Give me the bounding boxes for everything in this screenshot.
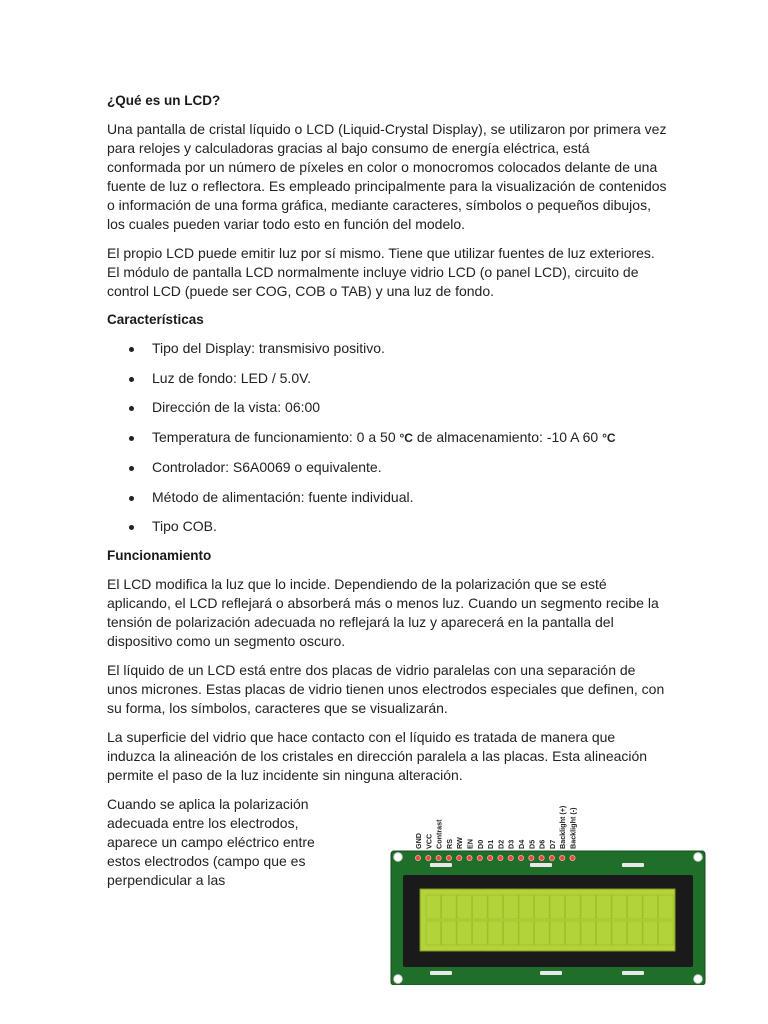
header-pad [529,855,534,860]
pin-label: EN [465,838,475,849]
pin-label: Backlight (-) [568,806,578,849]
header-pad [508,855,513,860]
header-pad [477,855,482,860]
heading-caracteristicas: Características [107,312,204,327]
mounting-hole [394,974,402,982]
pin-label: VCC [424,833,434,849]
pin-label: RS [444,838,454,849]
header-pad [426,855,431,860]
pin-label: RW [455,836,465,849]
header-pad [415,855,420,860]
paragraph: El líquido de un LCD está entre dos placas de vidrio paralelas con una separación de unos micrones. Estas placas de vidrio tienen unos electrodos especiales que definen, con su forma, los símbolos, caracteres que se visualizarán. [107,661,665,716]
list-item [107,517,667,536]
list-item [107,488,667,507]
bullet-icon [129,347,134,352]
pin-label: D6 [537,839,547,849]
paragraph: Una pantalla de cristal líquido o LCD (Liquid-Crystal Display), se utilizaron por primera vez para relojes y calculadoras gracias al bajo consumo de energía eléctrica, está conformada por un número de píxeles en color o monocromos colocados delante de una fuente de luz o reflectora. Es empleado principalmente para la visualización de contenidos o información de una forma gráfica, mediante caracteres, símbolos o pequeños dibujos, los cuales pueden variar todo esto en función del modelo. [107,121,667,232]
header-pad [446,855,451,860]
document-page [107,92,667,900]
pin-label: D3 [506,839,516,849]
bullet-icon [129,496,134,501]
pin-label: D2 [496,839,506,849]
header-pad [539,855,544,860]
bezel-clip [430,971,452,975]
bullet-icon [129,436,134,441]
bezel-clip [530,863,552,867]
mounting-hole [694,974,702,982]
header-pad [570,855,575,860]
pin-label: GND [414,832,423,849]
pin-label: D0 [475,839,485,849]
celsius-unit: °C [602,430,616,445]
bullet-icon [129,466,134,471]
paragraph: El propio LCD puede emitir luz por sí mismo. Tiene que utilizar fuentes de luz exteriores. El módulo de pantalla LCD normalmente incluye vidrio LCD (o panel LCD), circuito de control LCD (puede ser COG, COB o TAB) y una luz de fondo. [107,245,655,299]
header-pad [467,855,472,860]
list-item-text: Luz de fondo: LED / 5.0V. [152,369,312,386]
bezel-clip [622,863,644,867]
pin-label: D5 [527,839,537,849]
paragraph: La superficie del vidrio que hace contacto con el líquido es tratada de manera que induzca la alineación de los cristales en dirección paralela a las placas. Esta alineación permite el paso de la luz incidente sin ninguna alteración. [107,728,648,783]
header-pad [488,855,493,860]
header-pad [498,855,503,860]
lcd-screen [420,889,675,951]
paragraph: Cuando se aplica la polarización adecuada entre los electrodos, aparece un campo eléctrico entre estos electrodos (campo que es perpendicular a las [107,795,315,888]
header-pad [560,855,565,860]
lcd-module-illustration [390,795,706,985]
header-pad [436,855,441,860]
paragraph: El LCD modifica la luz que lo incide. Dependiendo de la polarización que se esté aplicando, el LCD reflejará o absorberá más o menos luz. Cuando un segmento recibe la tensión de polarización adecuada no reflejará la luz y aparecerá en la pantalla del dispositivo como un segmento oscuro. [107,575,659,649]
bullet-icon [129,377,134,382]
mounting-hole [394,852,402,860]
bezel-clip [622,971,644,975]
header-pad [549,855,554,860]
pin-label: D7 [547,839,557,849]
list-item-text: Método de alimentación: fuente individual. [152,488,414,505]
header-pad [457,855,462,860]
pin-label: Backlight (+) [558,805,568,849]
heading-funcionamiento: Funcionamiento [107,547,212,563]
list-item [107,339,667,358]
list-item [107,428,667,448]
temperature-prefix: Temperatura de funcionamiento: 0 a 50 [152,428,400,445]
list-item [107,458,667,477]
bezel-clip [540,971,562,975]
mounting-hole [694,852,702,860]
celsius-unit: °C [399,430,413,445]
heading-que-es-lcd: ¿Qué es un LCD? [107,93,221,108]
pin-labels [414,805,578,849]
header-pad [518,855,523,860]
bullet-icon [129,525,134,530]
list-item-text: Tipo COB. [152,518,217,534]
temperature-middle: de almacenamiento: -10 A 60 [412,428,603,445]
list-item-text: Controlador: S6A0069 o equivalente. [152,459,382,475]
pin-label: D1 [486,839,496,849]
bullet-icon [129,406,134,411]
list-item [107,398,667,417]
pin-label: Contrast [434,818,444,849]
figure-section [107,795,667,890]
bezel-clip [430,863,452,867]
pin-label: D4 [517,839,526,849]
list-item-text: Dirección de la vista: 06:00 [152,399,321,415]
features-list [107,339,667,536]
list-item-text: Tipo del Display: transmisivo positivo. [152,340,385,356]
list-item [107,369,667,388]
